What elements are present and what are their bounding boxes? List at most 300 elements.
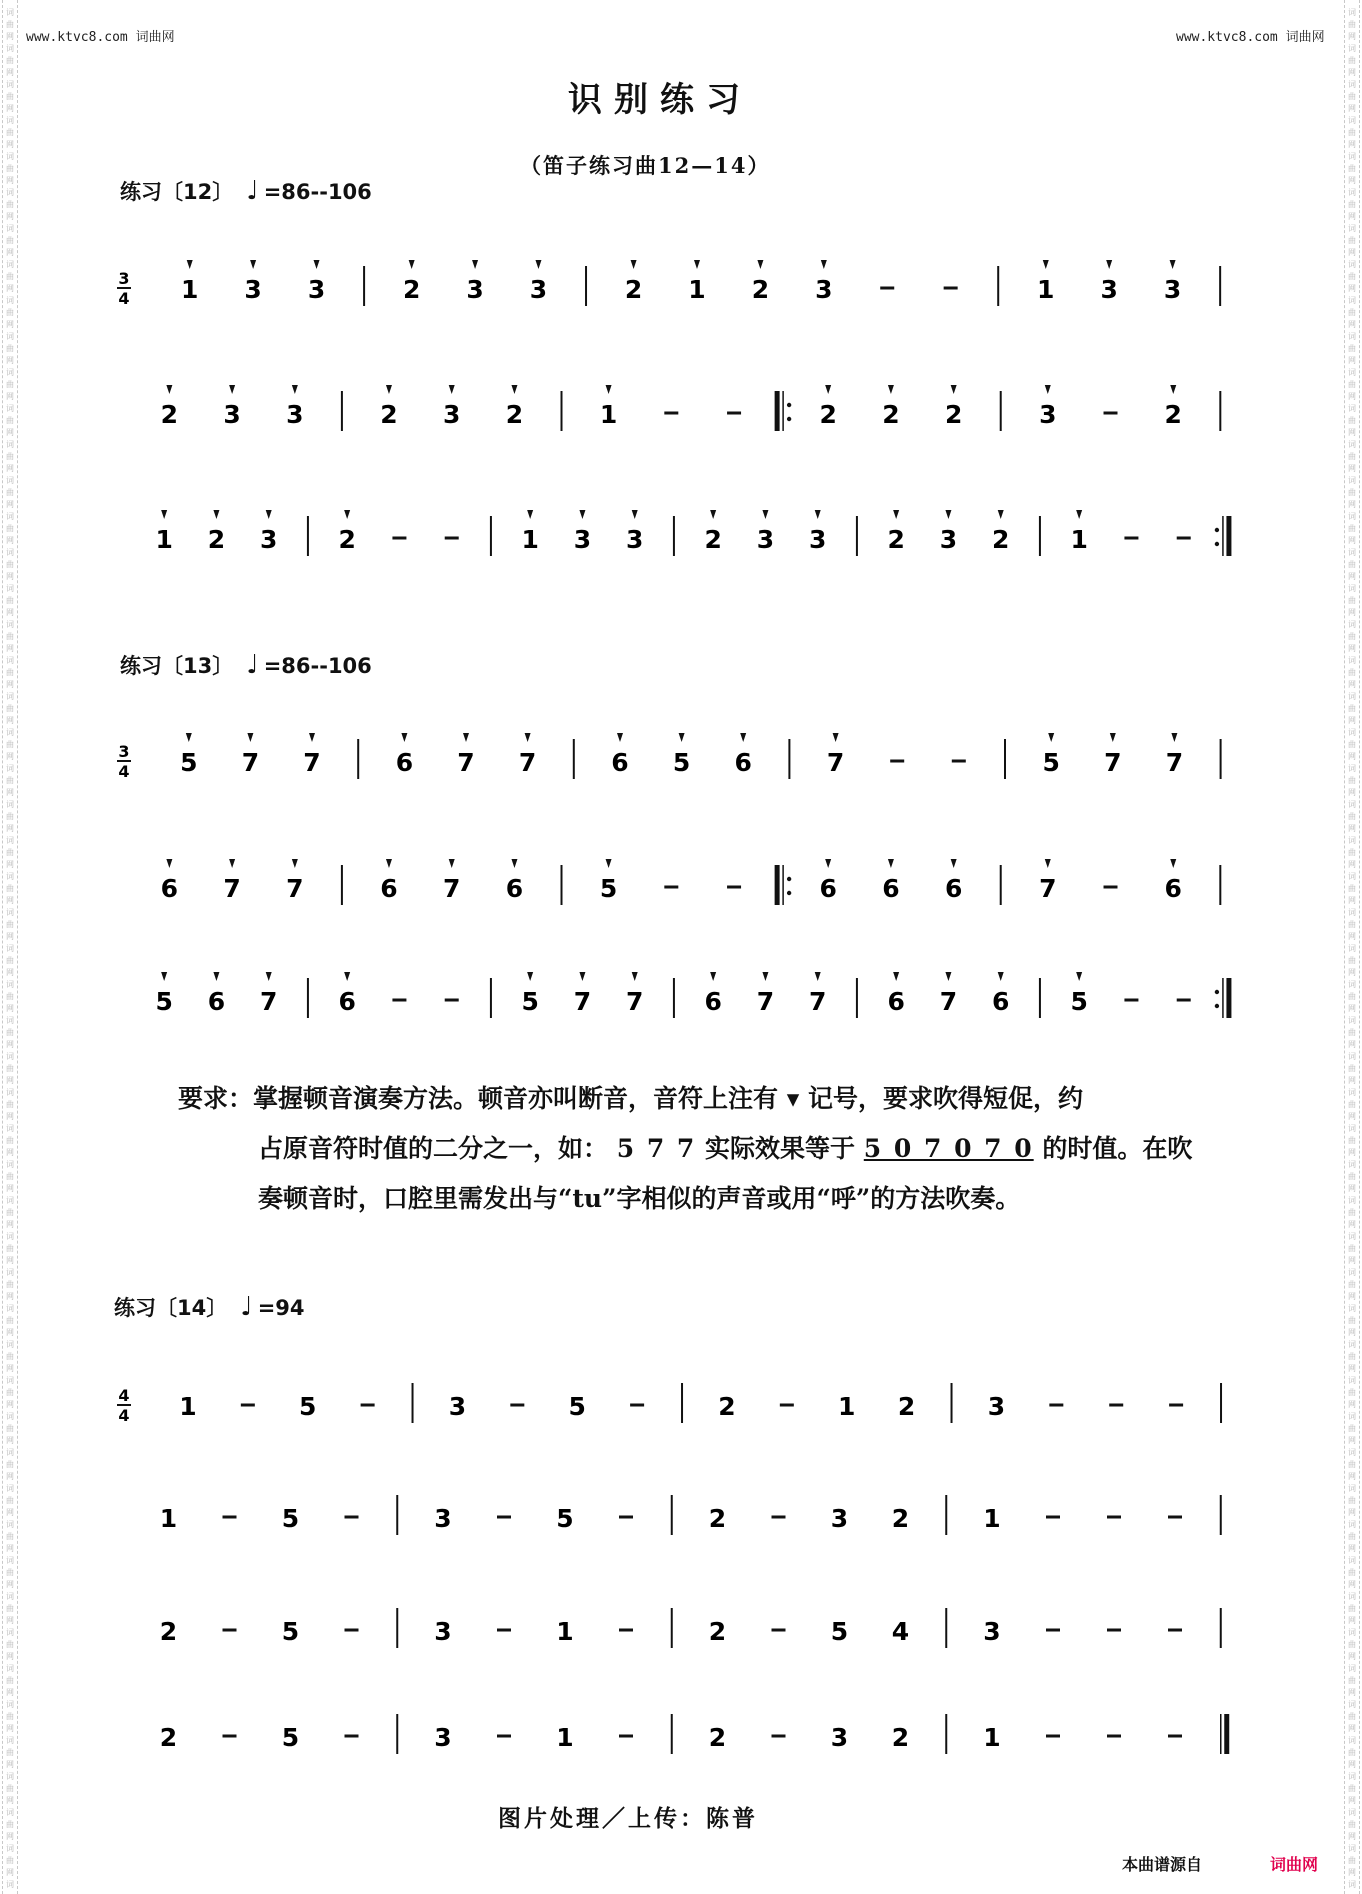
staccato-mark	[166, 385, 172, 394]
watermark-char: 词	[1348, 1052, 1356, 1061]
watermark-char: 曲	[6, 1676, 14, 1685]
note-digit: 3	[286, 400, 304, 429]
watermark-char: 网	[6, 1328, 14, 1337]
page-title: 识别练习	[568, 80, 752, 120]
watermark-char: 曲	[1348, 1496, 1356, 1505]
watermark-char: 词	[6, 944, 14, 953]
note-digit: 6	[380, 874, 398, 903]
watermark-char: 词	[6, 1016, 14, 1025]
watermark-char: 词	[1348, 548, 1356, 557]
watermark-char: 词	[6, 620, 14, 629]
watermark-char: 网	[6, 788, 14, 797]
staccato-mark	[386, 385, 392, 394]
watermark-char: 曲	[6, 596, 14, 605]
watermark-char: 词	[6, 1664, 14, 1673]
watermark-char: 曲	[1348, 1316, 1356, 1325]
watermark-char: 网	[1348, 1184, 1356, 1193]
watermark-char: 曲	[1348, 560, 1356, 569]
watermark-char: 网	[6, 1544, 14, 1553]
watermark-char: 词	[1348, 620, 1356, 629]
staccato-mark	[266, 972, 272, 981]
note-digit: 2	[708, 1723, 727, 1752]
watermark-char: 曲	[6, 1280, 14, 1289]
requirement-line-2	[178, 1124, 1258, 1174]
staccato-mark	[1045, 859, 1051, 868]
watermark-char: 曲	[6, 848, 14, 857]
note-digit: 7	[809, 987, 827, 1016]
watermark-char: 词	[1348, 584, 1356, 593]
watermark-char: 词	[6, 1448, 14, 1457]
watermark-char: 曲	[1348, 812, 1356, 821]
note-digit: 6	[887, 987, 905, 1016]
watermark-char: 网	[6, 1364, 14, 1373]
watermark-char: 曲	[1348, 236, 1356, 245]
note-digit: 2	[708, 1617, 727, 1646]
header-site-right[interactable]: www.ktvc8.com 词曲网	[1176, 30, 1325, 45]
watermark-char: 网	[1348, 212, 1356, 221]
watermark-char: 曲	[6, 1748, 14, 1757]
watermark-char: 网	[6, 1472, 14, 1481]
watermark-char: 曲	[6, 740, 14, 749]
watermark-char: 词	[6, 1628, 14, 1637]
watermark-char: 曲	[6, 1136, 14, 1145]
watermark-char: 网	[1348, 1328, 1356, 1337]
watermark-char: 词	[6, 1160, 14, 1169]
watermark-char: 曲	[6, 632, 14, 641]
header-site-left[interactable]: www.ktvc8.com 词曲网	[26, 30, 175, 45]
watermark-char: 曲	[1348, 452, 1356, 461]
note-digit: 5	[281, 1504, 300, 1533]
watermark-char: 曲	[1348, 200, 1356, 209]
staccato-mark	[527, 510, 533, 519]
watermark-char: 网	[1348, 284, 1356, 293]
staccato-mark	[893, 972, 899, 981]
staccato-mark	[292, 859, 298, 868]
watermark-char: 曲	[1348, 272, 1356, 281]
watermark-char: 曲	[1348, 488, 1356, 497]
note-digit: 1	[159, 1504, 178, 1533]
watermark-char: 词	[6, 1304, 14, 1313]
note-digit: 7	[626, 987, 644, 1016]
watermark-char: 网	[6, 716, 14, 725]
note-digit: 2	[704, 525, 722, 554]
watermark-char: 词	[6, 332, 14, 341]
note-digit: 2	[882, 400, 900, 429]
note-digit: 2	[159, 1617, 178, 1646]
time-signature-bottom: 4	[118, 762, 130, 781]
staccato-mark	[1171, 733, 1177, 742]
watermark-char: 曲	[6, 1064, 14, 1073]
repeat-dot	[787, 403, 791, 407]
staccato-mark	[344, 972, 350, 981]
exercise-13-tempo: =86--106	[263, 654, 372, 678]
note-digit: 6	[819, 874, 837, 903]
watermark-char: 词	[1348, 1304, 1356, 1313]
staccato-mark	[247, 733, 253, 742]
watermark-char: 网	[1348, 1580, 1356, 1589]
watermark-char: 曲	[6, 452, 14, 461]
note-digit: 1	[155, 525, 173, 554]
watermark-char: 网	[1348, 716, 1356, 725]
staccato-mark	[606, 859, 612, 868]
watermark-char: 曲	[6, 1496, 14, 1505]
watermark-char: 词	[1348, 728, 1356, 737]
note-digit: 6	[1164, 874, 1182, 903]
note-digit: 2	[751, 275, 770, 304]
watermark-char: 网	[6, 68, 14, 77]
note-digit: 6	[207, 987, 226, 1016]
staccato-mark	[579, 972, 585, 981]
watermark-char: 曲	[6, 1244, 14, 1253]
watermark-char: 词	[1348, 8, 1356, 17]
watermark-char: 词	[6, 224, 14, 233]
staccato-mark	[606, 385, 612, 394]
watermark-char: 词	[6, 476, 14, 485]
note-digit: 5	[180, 748, 198, 777]
note-digit: 6	[944, 874, 963, 903]
watermark-char: 网	[1348, 32, 1356, 41]
note-digit: 1	[521, 525, 539, 554]
note-digit: 7	[826, 748, 845, 777]
watermark-char: 词	[6, 1412, 14, 1421]
watermark-char: 网	[1348, 464, 1356, 473]
watermark-char: 曲	[6, 1388, 14, 1397]
watermark-char: 词	[1348, 944, 1356, 953]
watermark-char: 网	[6, 1076, 14, 1085]
staccato-mark	[1170, 859, 1176, 868]
watermark-char: 曲	[1348, 416, 1356, 425]
watermark-char: 词	[1348, 1124, 1356, 1133]
watermark-char: 网	[6, 1220, 14, 1229]
note-digit: 2	[819, 400, 837, 429]
watermark-char: 网	[1348, 1040, 1356, 1049]
watermark-char: 网	[1348, 1436, 1356, 1445]
note-digit: 2	[891, 1723, 910, 1752]
watermark-char: 词	[6, 728, 14, 737]
watermark-char: 网	[1348, 1508, 1356, 1517]
watermark-char: 词	[6, 1088, 14, 1097]
staccato-mark	[821, 260, 827, 269]
watermark-char: 网	[6, 1868, 14, 1877]
watermark-char: 曲	[6, 1712, 14, 1721]
watermark-char: 网	[1348, 680, 1356, 689]
watermark-char: 网	[1348, 140, 1356, 149]
watermark-char: 曲	[1348, 1028, 1356, 1037]
requirement-line-1: 要求：掌握顿音演奏方法。顿音亦叫断音，音符上注有 ▾ 记号，要求吹得短促，约	[178, 1084, 1083, 1113]
note-digit: 5	[521, 987, 539, 1016]
staccato-mark	[998, 510, 1004, 519]
watermark-char: 词	[6, 296, 14, 305]
note-digit: 7	[939, 987, 958, 1016]
watermark-char: 词	[1348, 152, 1356, 161]
watermark-char: 曲	[6, 524, 14, 533]
staccato-mark	[409, 260, 415, 269]
staccato-mark	[945, 972, 951, 981]
watermark-char: 网	[1348, 104, 1356, 113]
watermark-char: 曲	[6, 1532, 14, 1541]
watermark-char: 网	[6, 1292, 14, 1301]
watermark-char: 曲	[6, 560, 14, 569]
note-digit: 3	[434, 1723, 452, 1752]
watermark-char: 曲	[6, 776, 14, 785]
staccato-mark	[511, 859, 517, 868]
note-digit: 2	[159, 1723, 178, 1752]
watermark-char: 词	[6, 1268, 14, 1277]
watermark-char: 曲	[1348, 1712, 1356, 1721]
requirement-text	[178, 1074, 1258, 1224]
note-digit: 6	[505, 874, 524, 903]
watermark-char: 曲	[1348, 992, 1356, 1001]
staccato-mark	[449, 385, 455, 394]
watermark-char: 网	[6, 932, 14, 941]
watermark-char: 词	[1348, 980, 1356, 989]
watermark-char: 词	[1348, 512, 1356, 521]
staccato-mark	[945, 510, 951, 519]
quarter-note-icon: ♩	[246, 176, 259, 206]
watermark-char: 网	[1348, 788, 1356, 797]
note-digit: 6	[992, 987, 1010, 1016]
note-digit: 4	[891, 1617, 910, 1646]
upload-credit: 图片处理／上传：陈普	[498, 1805, 758, 1832]
watermark-char: 词	[1348, 476, 1356, 485]
watermark-char: 网	[6, 32, 14, 41]
note-digit: 5	[599, 874, 618, 903]
note-digit: 3	[529, 275, 548, 304]
note-digit: 7	[241, 748, 260, 777]
note-digit: 7	[286, 874, 304, 903]
note-digit: 5	[556, 1504, 574, 1533]
note-digit: 3	[434, 1504, 452, 1533]
note-digit: 2	[897, 1392, 916, 1421]
watermark-char: 词	[6, 8, 14, 17]
watermark-char: 网	[6, 1796, 14, 1805]
watermark-char: 网	[6, 1724, 14, 1733]
note-digit: 2	[887, 525, 905, 554]
watermark-char: 曲	[1348, 1604, 1356, 1613]
footer-brand[interactable]: 词曲网	[1270, 1855, 1319, 1874]
staccato-mark	[187, 260, 193, 269]
watermark-char: 网	[6, 140, 14, 149]
watermark-char: 词	[6, 1484, 14, 1493]
note-digit: 2	[380, 400, 398, 429]
watermark-char: 词	[6, 656, 14, 665]
note-digit: 5	[1070, 987, 1088, 1016]
staccato-mark	[893, 510, 899, 519]
watermark-char: 网	[1348, 572, 1356, 581]
watermark-char: 网	[1348, 1832, 1356, 1841]
watermark-char: 网	[1348, 1292, 1356, 1301]
requirement-line-3: 奏顿音时，口腔里需发出与“tu”字相似的声音或用“呼”的方法吹奏。	[258, 1184, 1021, 1213]
staccato-mark	[710, 972, 716, 981]
watermark-char: 网	[1348, 608, 1356, 617]
note-digit: 3	[1039, 400, 1057, 429]
note-digit: 3	[987, 1392, 1006, 1421]
watermark-char: 曲	[1348, 164, 1356, 173]
watermark-char: 词	[6, 1772, 14, 1781]
watermark-char: 词	[6, 404, 14, 413]
watermark-char: 词	[1348, 656, 1356, 665]
note-digit: 1	[599, 400, 618, 429]
watermark-char: 曲	[6, 1424, 14, 1433]
note-digit: 3	[830, 1723, 849, 1752]
watermark-char: 曲	[6, 1640, 14, 1649]
staccato-mark	[229, 385, 235, 394]
watermark-char: 网	[6, 1400, 14, 1409]
watermark-char: 网	[6, 572, 14, 581]
staccato-mark	[401, 733, 407, 742]
note-digit: 6	[338, 987, 356, 1016]
watermark-char: 曲	[1348, 344, 1356, 353]
watermark-char: 网	[6, 824, 14, 833]
note-digit: 1	[556, 1617, 574, 1646]
watermark-char: 网	[1348, 536, 1356, 545]
staccato-mark	[1076, 972, 1082, 981]
watermark-char: 网	[6, 536, 14, 545]
repeat-dot	[1215, 542, 1219, 546]
watermark-char: 网	[6, 1112, 14, 1121]
watermark-char: 曲	[1348, 308, 1356, 317]
staccato-mark	[1106, 260, 1112, 269]
staccato-mark	[632, 972, 638, 981]
repeat-dot	[1215, 1004, 1219, 1008]
watermark-char: 曲	[6, 164, 14, 173]
watermark-char: 网	[6, 1148, 14, 1157]
staccato-mark	[1170, 385, 1176, 394]
watermark-char: 词	[1348, 1376, 1356, 1385]
watermark-char: 网	[6, 1832, 14, 1841]
note-digit: 6	[704, 987, 722, 1016]
watermark-char: 曲	[6, 1352, 14, 1361]
staccato-mark	[1110, 733, 1116, 742]
watermark-char: 词	[1348, 1016, 1356, 1025]
repeat-dot	[787, 877, 791, 881]
staccato-mark	[694, 260, 700, 269]
watermark-char: 网	[1348, 1256, 1356, 1265]
watermark-char: 曲	[1348, 20, 1356, 29]
watermark-char: 曲	[1348, 1352, 1356, 1361]
staccato-mark	[525, 733, 531, 742]
watermark-char: 网	[1348, 1364, 1356, 1373]
note-digit: 5	[568, 1392, 586, 1421]
watermark-char: 词	[6, 1520, 14, 1529]
note-digit: 1	[983, 1504, 1001, 1533]
note-digit: 5	[281, 1617, 300, 1646]
note-digit: 1	[983, 1723, 1001, 1752]
note-digit: 3	[244, 275, 262, 304]
watermark-char: 词	[6, 1700, 14, 1709]
watermark-char: 网	[6, 248, 14, 257]
watermark-char: 词	[1348, 1880, 1356, 1889]
watermark-char: 网	[1348, 1688, 1356, 1697]
staccato-mark	[617, 733, 623, 742]
note-digit: 7	[573, 987, 592, 1016]
watermark-char: 网	[1348, 1760, 1356, 1769]
watermark-char: 网	[6, 1652, 14, 1661]
watermark-char: 曲	[6, 1208, 14, 1217]
note-digit: 2	[624, 275, 643, 304]
watermark-char: 网	[1348, 896, 1356, 905]
watermark-char: 词	[1348, 224, 1356, 233]
watermark-char: 曲	[6, 416, 14, 425]
watermark-char: 词	[1348, 1160, 1356, 1169]
watermark-char: 词	[6, 1052, 14, 1061]
watermark-char: 词	[6, 116, 14, 125]
watermark-char: 词	[1348, 1736, 1356, 1745]
watermark-char: 词	[6, 548, 14, 557]
watermark-char: 网	[1348, 1616, 1356, 1625]
repeat-dot	[787, 417, 791, 421]
watermark-char: 词	[6, 764, 14, 773]
watermark-char: 曲	[6, 128, 14, 137]
watermark-char: 词	[1348, 1340, 1356, 1349]
watermark-char: 词	[6, 260, 14, 269]
watermark-char: 网	[6, 860, 14, 869]
watermark-char: 词	[6, 152, 14, 161]
note-digit: 7	[457, 748, 475, 777]
watermark-char: 曲	[6, 344, 14, 353]
watermark-char: 词	[6, 584, 14, 593]
time-signature-top: 3	[118, 269, 130, 288]
watermark-char: 曲	[1348, 632, 1356, 641]
note-digit: 2	[160, 400, 179, 429]
watermark-char: 网	[1348, 500, 1356, 509]
note-digit: 2	[402, 275, 421, 304]
note-digit: 3	[434, 1617, 452, 1646]
requirement-line-2-part-a: 占原音符时值的二分之一，如：	[258, 1134, 609, 1163]
watermark-char: 曲	[1348, 1208, 1356, 1217]
staccato-mark	[631, 260, 637, 269]
watermark-char: 曲	[1348, 1244, 1356, 1253]
note-digit: 7	[1039, 874, 1057, 903]
watermark-char: 曲	[1348, 1676, 1356, 1685]
watermark-char: 词	[6, 1124, 14, 1133]
quarter-note-icon: ♩	[246, 650, 259, 680]
watermark-char: 曲	[6, 704, 14, 713]
note-digit: 6	[734, 748, 752, 777]
watermark-char: 网	[1348, 1724, 1356, 1733]
watermark-char: 词	[1348, 296, 1356, 305]
note-digit: 6	[611, 748, 629, 777]
note-digit: 3	[307, 275, 326, 304]
watermark-char: 词	[1348, 260, 1356, 269]
note-digit: 2	[992, 525, 1010, 554]
watermark-char: 网	[1348, 1544, 1356, 1553]
watermark-char: 曲	[6, 668, 14, 677]
note-digit: 2	[1164, 400, 1182, 429]
watermark-char: 网	[6, 968, 14, 977]
staccato-mark	[266, 510, 272, 519]
staccato-mark	[250, 260, 256, 269]
watermark-char: 网	[6, 392, 14, 401]
staccato-mark	[166, 859, 172, 868]
staccato-mark	[213, 972, 219, 981]
watermark-char: 网	[6, 644, 14, 653]
watermark-char: 词	[6, 1556, 14, 1565]
staccato-mark	[186, 733, 192, 742]
watermark-char: 曲	[1348, 920, 1356, 929]
watermark-char: 网	[1348, 1004, 1356, 1013]
staccato-mark	[472, 260, 478, 269]
watermark-char: 曲	[1348, 1388, 1356, 1397]
watermark-char: 词	[6, 1592, 14, 1601]
watermark-char: 网	[1348, 248, 1356, 257]
staccato-mark	[229, 859, 235, 868]
watermark-char: 词	[6, 908, 14, 917]
note-digit: 3	[626, 525, 644, 554]
watermark-char: 词	[1348, 404, 1356, 413]
watermark-char: 词	[6, 80, 14, 89]
watermark-char: 词	[1348, 764, 1356, 773]
